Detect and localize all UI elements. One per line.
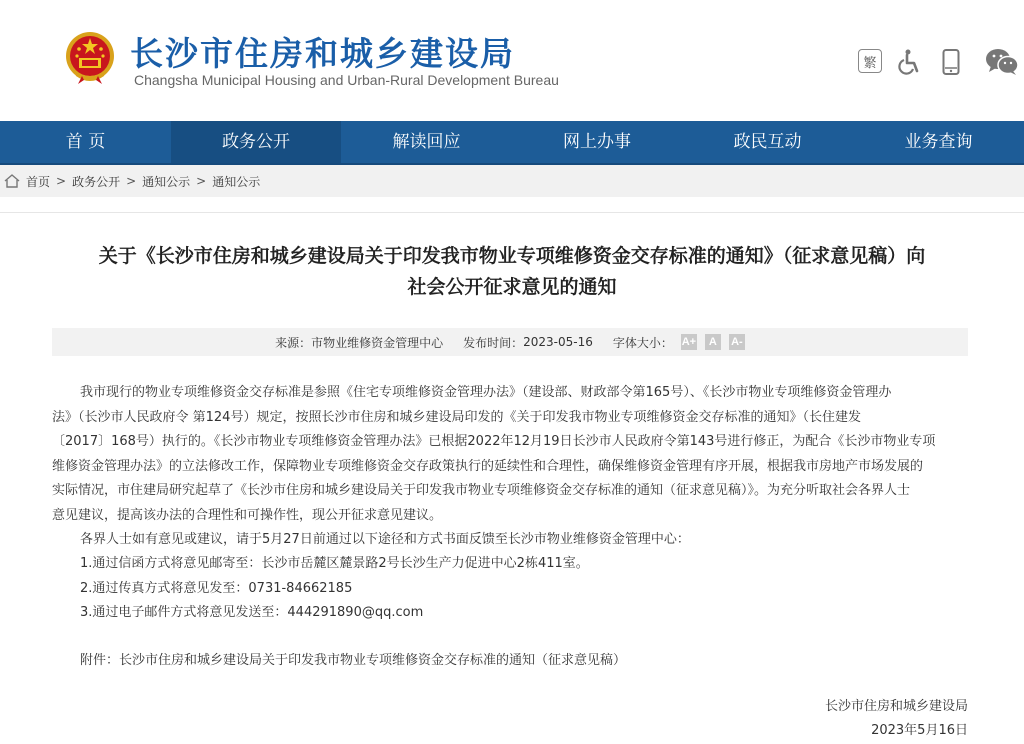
site-header: [0, 0, 1024, 121]
font-increase-button[interactable]: A+: [681, 336, 697, 348]
mobile-icon[interactable]: [940, 48, 962, 76]
paragraph-line: 意见建议，提高该办法的合理性和可操作性，现公开征求意见建议。: [52, 508, 443, 523]
nav-item-interaction[interactable]: 政民互动: [733, 132, 802, 152]
source-label: 来源：: [275, 335, 312, 350]
breadcrumb-separator: >: [126, 174, 137, 188]
contact-item-email: 3.通过电子邮件方式将意见发送至：444291890@qq.com: [80, 605, 424, 620]
paragraph-line: 〔2017〕168号）执行的。《长沙市物业专项维修资金管理办法》已根据2022年12月19日长沙市人民政府令第143号进行修正，为配合《长沙市物业专项: [52, 434, 936, 449]
breadcrumb: [0, 165, 260, 197]
traditional-chinese-button[interactable]: 繁: [858, 49, 882, 73]
title-line-1: 关于《长沙市住房和城乡建设局关于印发我市物业专项维修资金交存标准的通知》（征求意见稿）向: [98, 245, 926, 267]
breadcrumb-link-notices-current[interactable]: 通知公示: [212, 174, 261, 189]
page-title: [52, 241, 972, 303]
article-container: [0, 212, 1024, 744]
date-value: 2023-05-16: [523, 335, 593, 349]
paragraph-2: 各界人士如有意见或建议，请于5月27日前通过以下途径和方式书面反馈至长沙市物业维修资金管理中心：: [80, 532, 690, 547]
font-size-label: 字体大小：: [612, 335, 673, 350]
contact-item-mail: 1.通过信函方式将意见邮寄至：长沙市岳麓区麓景路2号长沙生产力促进中心2栋411室。: [80, 556, 589, 571]
national-emblem-icon: [64, 30, 116, 86]
breadcrumb-separator: >: [196, 174, 207, 188]
main-nav: [0, 121, 1024, 165]
font-decrease-button[interactable]: A-: [729, 334, 745, 350]
wechat-icon[interactable]: [984, 48, 1020, 76]
paragraph-line: 法》（长沙市人民政府令 第124号）规定，按照长沙市住房和城乡建设局印发的《关于印发我市物业专项维修资金交存标准的通知》（长住建发: [52, 410, 861, 425]
source-value: 市物业维修资金管理中心: [311, 335, 444, 350]
signature-org: 长沙市住房和城乡建设局: [824, 699, 968, 714]
breadcrumb-separator: >: [56, 174, 67, 188]
title-line-2: 社会公开征求意见的通知: [407, 276, 617, 298]
breadcrumb-link-home[interactable]: 首页: [26, 174, 51, 189]
home-icon: [4, 174, 20, 188]
nav-item-online-services[interactable]: 网上办事: [563, 132, 631, 152]
paragraph-line: 我市现行的物业专项维修资金交存标准是参照《住宅专项维修资金管理办法》（建设部、财政部令第165号）、《长沙市物业专项维修资金管理办: [80, 385, 892, 400]
breadcrumb-link-notices[interactable]: 通知公示: [142, 174, 191, 189]
nav-item-government-affairs[interactable]: 政务公开: [171, 121, 341, 163]
accessibility-icon[interactable]: [897, 48, 923, 76]
nav-item-interpretation[interactable]: 解读回应: [392, 132, 461, 152]
paragraph-line: 实际情况，市住建局研究起草了《长沙市住房和城乡建设局关于印发我市物业专项维修资金交存标准的通知（征求意见稿）》。为充分听取社会各界人士: [52, 483, 911, 498]
font-default-button[interactable]: A: [705, 334, 721, 350]
attachment-link[interactable]: 附件：长沙市住房和城乡建设局关于印发我市物业专项维修资金交存标准的通知（征求意见稿）: [80, 653, 627, 668]
signature-date: 2023年5月16日: [871, 723, 968, 738]
site-subtitle: Changsha Municipal Housing and Urban-Rural Development Bureau: [134, 72, 559, 88]
breadcrumb-bar: [0, 165, 1024, 197]
breadcrumb-link-government-affairs[interactable]: 政务公开: [72, 174, 121, 189]
site-title: 长沙市住房和城乡建设局: [130, 34, 515, 73]
contact-item-fax: 2.通过传真方式将意见发至：0731-84662185: [80, 581, 353, 596]
date-label: 发布时间：: [463, 335, 524, 350]
nav-item-home[interactable]: 首 页: [65, 132, 106, 152]
article-meta: [52, 328, 968, 356]
nav-item-business-query[interactable]: 业务查询: [904, 132, 973, 152]
paragraph-line: 维修资金管理办法》的立法修改工作，保障物业专项维修资金交存政策执行的延续性和合理性，确保维修资金管理有序开展，根据我市房地产市场发展的: [52, 459, 924, 474]
